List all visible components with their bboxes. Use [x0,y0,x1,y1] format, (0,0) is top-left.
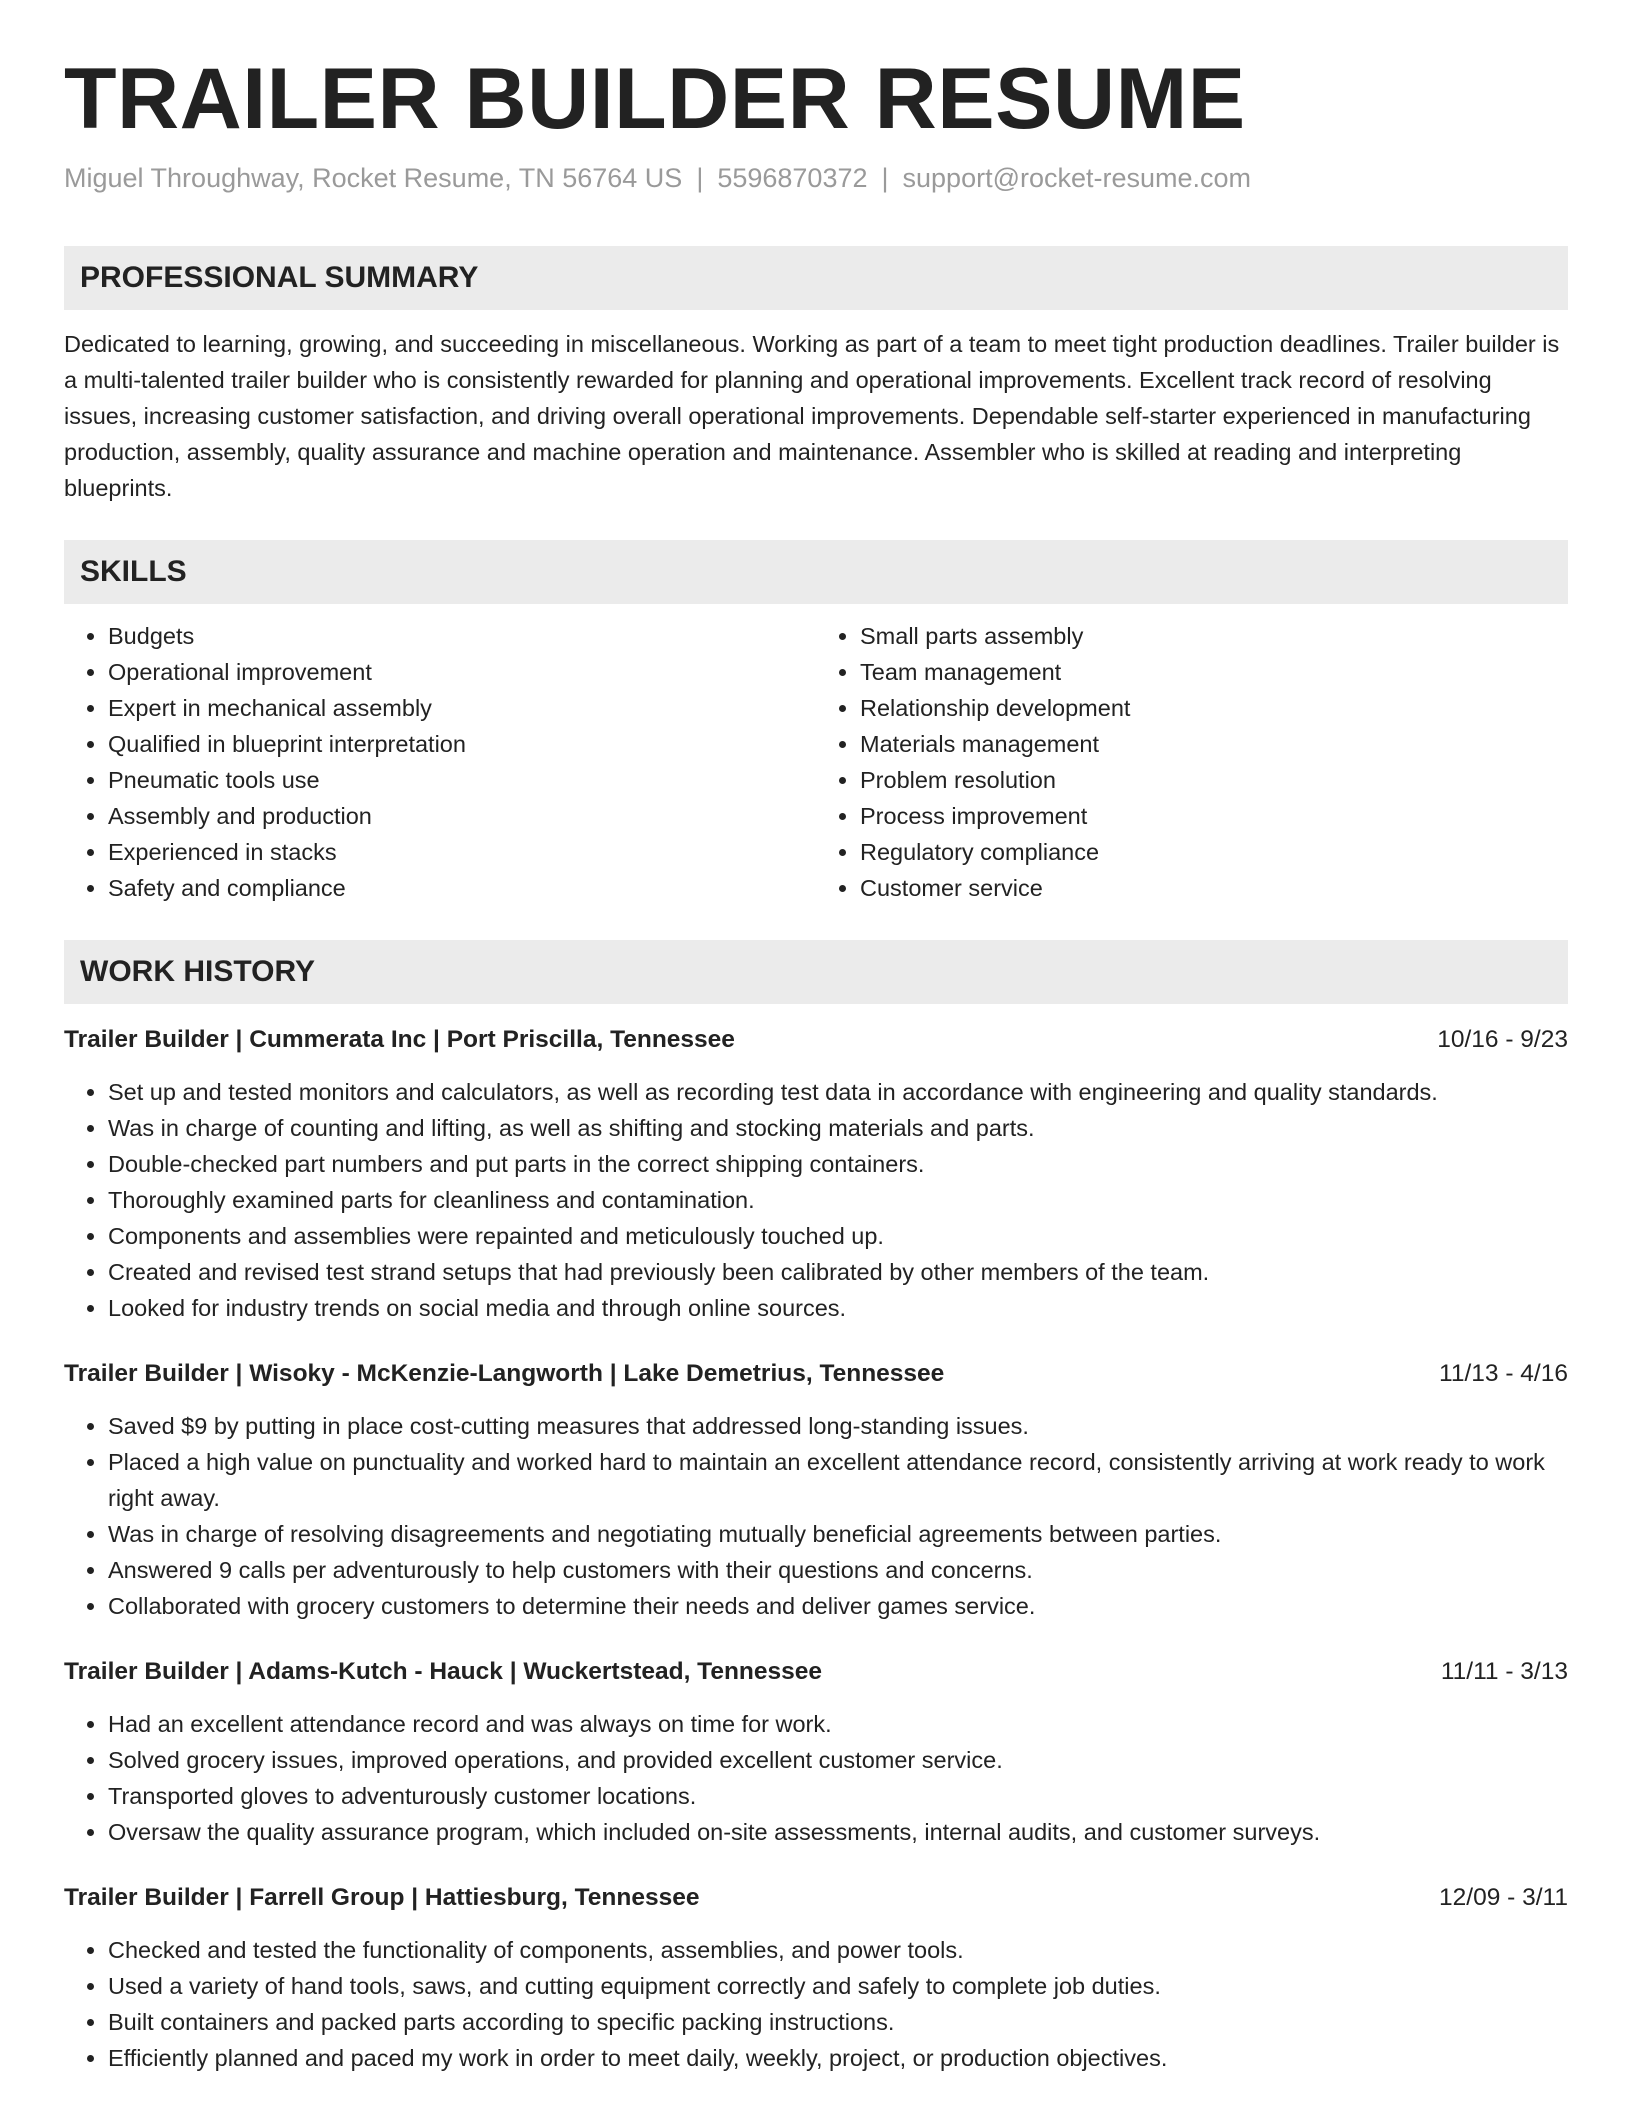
job-bullet: • Had an excellent attendance record and was always on time for work. [108,1706,1568,1742]
job-header [64,1356,1568,1392]
job-bullet: • Collaborated with grocery customers to determine their needs and deliver games service. [108,1588,1568,1624]
contact-line [64,161,1568,196]
contact-address: Miguel Throughway, Rocket Resume, TN 56764 US [64,162,683,193]
job-bullet: • Looked for industry trends on social media and through online sources. [108,1290,1568,1326]
skill-item: • Problem resolution [860,762,1568,798]
contact-separator: | [696,162,704,193]
job-bullet: • Solved grocery issues, improved operations, and provided excellent customer service. [108,1742,1568,1778]
summary-heading: PROFESSIONAL SUMMARY [64,246,1568,310]
job-header [64,1880,1568,1916]
job-bullet: • Was in charge of counting and lifting, as well as shifting and stocking materials and parts. [108,1110,1568,1146]
job-entry [64,1880,1568,2076]
job-bullet: • Set up and tested monitors and calculators, as well as recording test data in accordance with engineering and quality standards. [108,1074,1568,1110]
skill-item: • Customer service [860,870,1568,906]
job-bullet: • Created and revised test strand setups that had previously been calibrated by other members of the team. [108,1254,1568,1290]
job-title: Trailer Builder | Wisoky - McKenzie-Langworth | Lake Demetrius, Tennessee [64,1359,945,1387]
job-dates: 11/11 - 3/13 [1440,1657,1568,1685]
job-dates: 12/09 - 3/11 [1439,1883,1568,1911]
job-header [64,1654,1568,1690]
skill-item: • Pneumatic tools use [108,762,816,798]
contact-phone: 5596870372 [717,162,868,193]
job-bullet: • Double-checked part numbers and put parts in the correct shipping containers. [108,1146,1568,1182]
job-bullet: • Built containers and packed parts according to specific packing instructions. [108,2004,1568,2040]
job-title: Trailer Builder | Cummerata Inc | Port Priscilla, Tennessee [64,1025,735,1053]
skill-item: • Experienced in stacks [108,834,816,870]
contact-separator: | [881,162,889,193]
skills-list [64,618,1568,906]
skills-column-right [816,618,1568,906]
skill-item: • Assembly and production [108,798,816,834]
job-bullet: • Transported gloves to adventurously customer locations. [108,1778,1568,1814]
job-bullet: • Placed a high value on punctuality and worked hard to maintain an excellent attendance record, consistently arriving at work ready to work right away. [108,1444,1568,1516]
skill-item: • Qualified in blueprint interpretation [108,726,816,762]
skill-item: • Budgets [108,618,816,654]
job-bullet: • Checked and tested the functionality of components, assemblies, and power tools. [108,1932,1568,1968]
skill-item: • Small parts assembly [860,618,1568,654]
job-bullets [64,1074,1568,1326]
job-bullets [64,1706,1568,1850]
contact-email: support@rocket-resume.com [902,162,1252,193]
skill-item: • Safety and compliance [108,870,816,906]
skill-item: • Materials management [860,726,1568,762]
resume-page [64,52,1568,2076]
job-entry [64,1356,1568,1624]
summary-text: Dedicated to learning, growing, and succeeding in miscellaneous. Working as part of a team to meet tight production deadlines. Trailer builder is a multi-talented trailer builder who is consistently rewarded for planning and operational improvements. Excellent track record of resolving issues, increasing customer satisfaction, and driving overall operational improvements. Dependable self-starter experienced in manufacturing production, assembly, quality assurance and machine operation and maintenance. Assembler who is skilled at reading and interpreting blueprints. [64,330,1560,501]
resume-title: TRAILER BUILDER RESUME [64,51,1246,147]
job-entry [64,1654,1568,1850]
skill-item: • Relationship development [860,690,1568,726]
skill-item: • Operational improvement [108,654,816,690]
job-bullet: • Saved $9 by putting in place cost-cutting measures that addressed long-standing issues. [108,1408,1568,1444]
job-dates: 10/16 - 9/23 [1437,1025,1568,1053]
job-bullet: • Oversaw the quality assurance program, which included on-site assessments, internal audits, and customer surveys. [108,1814,1568,1850]
skills-column-left [64,618,816,906]
job-bullet: • Thoroughly examined parts for cleanliness and contamination. [108,1182,1568,1218]
job-bullet: • Components and assemblies were repainted and meticulously touched up. [108,1218,1568,1254]
job-bullet: • Answered 9 calls per adventurously to help customers with their questions and concerns. [108,1552,1568,1588]
job-dates: 11/13 - 4/16 [1439,1359,1568,1387]
job-bullets [64,1932,1568,2076]
job-bullet: • Efficiently planned and paced my work in order to meet daily, weekly, project, or production objectives. [108,2040,1568,2076]
skills-heading: SKILLS [64,540,1568,604]
work-history-heading: WORK HISTORY [64,940,1568,1004]
skill-item: • Team management [860,654,1568,690]
job-entry [64,1022,1568,1326]
job-bullet: • Was in charge of resolving disagreements and negotiating mutually beneficial agreements between parties. [108,1516,1568,1552]
job-title: Trailer Builder | Farrell Group | Hattiesburg, Tennessee [64,1883,700,1911]
job-header [64,1022,1568,1058]
job-bullets [64,1408,1568,1624]
job-bullet: • Used a variety of hand tools, saws, and cutting equipment correctly and safely to complete job duties. [108,1968,1568,2004]
skill-item: • Process improvement [860,798,1568,834]
job-title: Trailer Builder | Adams-Kutch - Hauck | Wuckertstead, Tennessee [64,1657,823,1685]
skill-item: • Expert in mechanical assembly [108,690,816,726]
skill-item: • Regulatory compliance [860,834,1568,870]
